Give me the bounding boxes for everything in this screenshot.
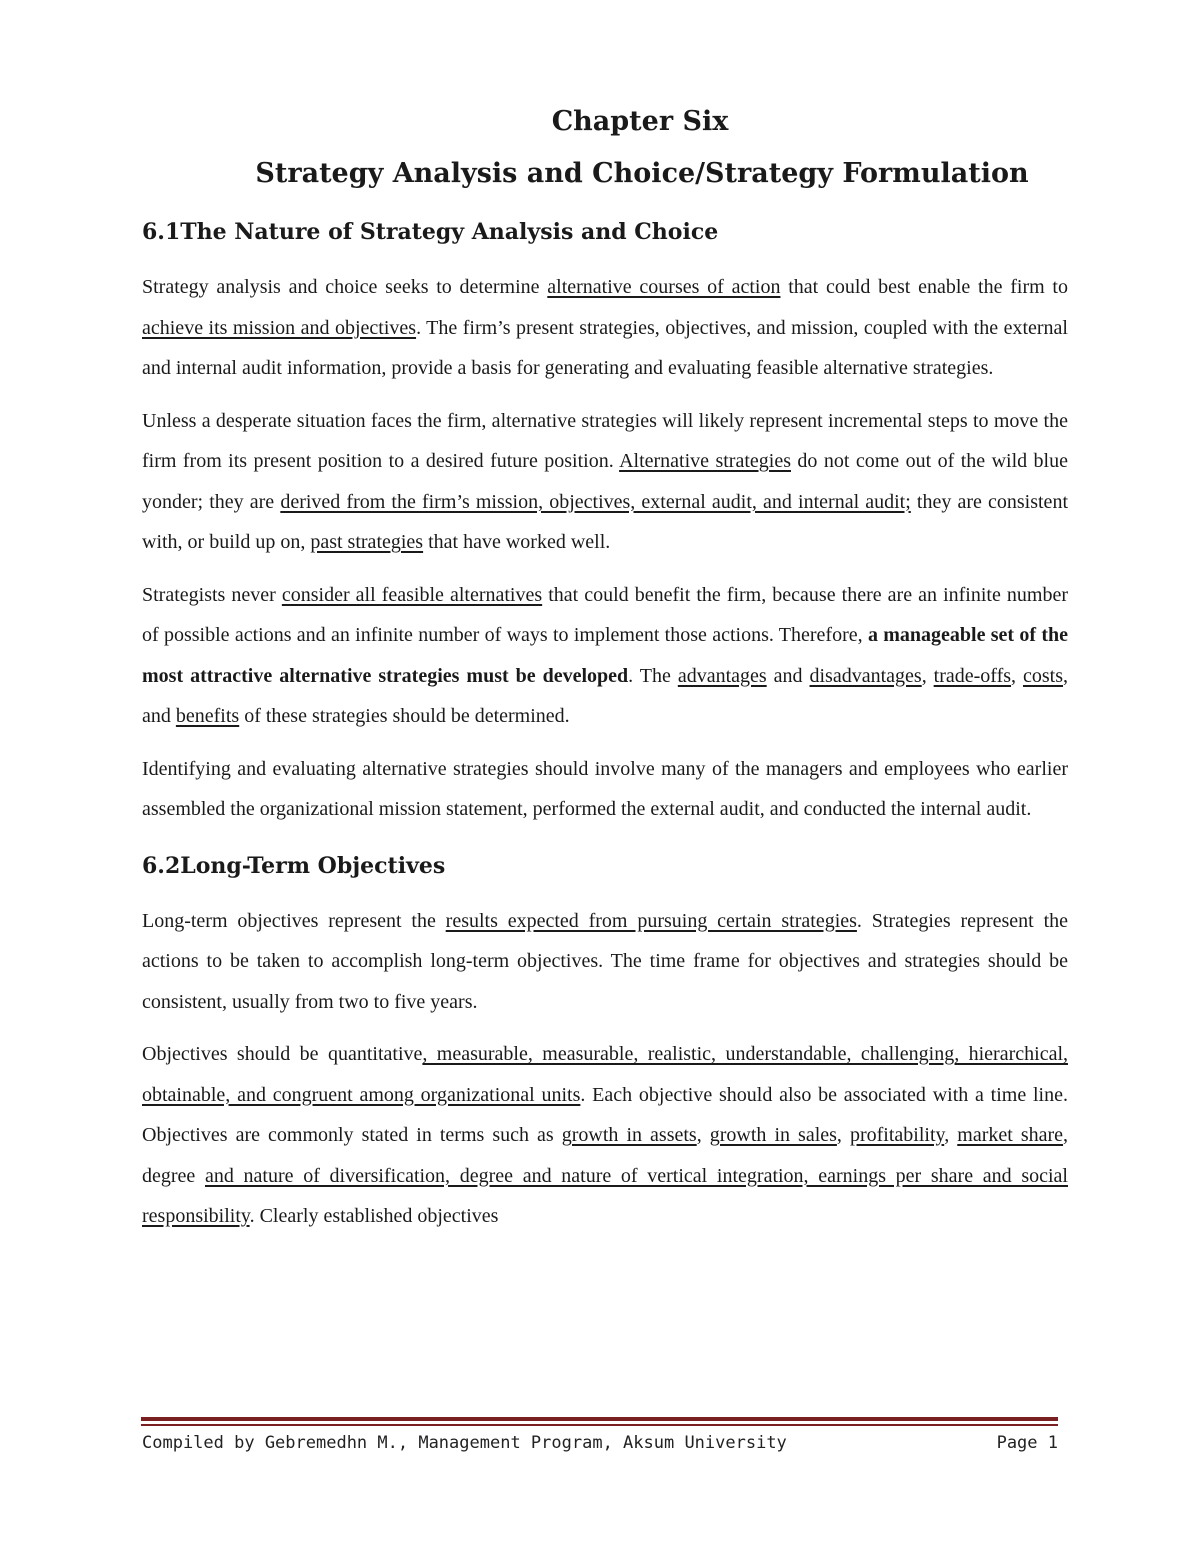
text-run: of these strategies should be determined.: [239, 705, 570, 727]
text-run: ,: [696, 1124, 710, 1146]
paragraph: [142, 267, 1068, 389]
text-run: that could benefit the firm, because there are an infinite number of possible actions and an infinite number of ways to implement those actions. Therefore,: [142, 583, 1068, 646]
footer-rule-thin: [141, 1424, 1058, 1426]
text-run: Long-term objectives represent the: [142, 909, 446, 932]
text-run: Objectives should be quantitative: [142, 1043, 423, 1065]
underlined-text: growth in sales: [709, 1124, 837, 1146]
text-run: ,: [836, 1124, 850, 1146]
text-run: ,: [944, 1124, 958, 1146]
underlined-text: benefits: [175, 705, 240, 727]
underlined-text: results expected from pursuing certain strategies: [445, 909, 857, 932]
section-heading-6-1: 6.1The Nature of Strategy Analysis and Choice: [142, 219, 719, 245]
underlined-text: and nature of diversification, degree and nature of vertical integration, earnings per share and social responsibility: [142, 1164, 1068, 1227]
footer-rule-thick: [141, 1417, 1058, 1421]
paragraph: [142, 901, 1068, 1023]
underlined-text: advantages: [677, 664, 767, 687]
underlined-text: market share: [957, 1124, 1064, 1146]
footer-credit: Compiled by Gebremedhn M., Management Program, Aksum University: [142, 1433, 787, 1453]
underlined-text: profitability: [849, 1124, 945, 1146]
underlined-text: trade-offs: [933, 664, 1012, 687]
document-body: [142, 212, 1068, 1237]
underlined-text: Alternative strategies: [619, 450, 791, 472]
text-run: they are consistent with, or build up on,: [142, 490, 1068, 553]
text-run: Strategy analysis and choice seeks to determine: [142, 276, 548, 298]
page-number: Page 1: [996, 1433, 1058, 1453]
text-run: . Strategies represent the actions to be taken to accomplish long-term objectives. The time frame for objectives and strategies should be consistent, usually from two to five years.: [142, 909, 1069, 1013]
chapter-title: Strategy Analysis and Choice/Strategy Formulation: [255, 158, 1029, 189]
paragraph: Identifying and evaluating alternative strategies should involve many of the managers and employees who earlier assembled the organizational mission statement, performed the external audit, and conducted the internal audit.: [142, 757, 1068, 820]
bold-text: a manageable set of the most attractive alternative strategies must be developed: [142, 624, 1069, 687]
text-run: that have worked well.: [423, 531, 611, 553]
underlined-text: , measurable, measurable, realistic, understandable, challenging, hierarchical, obtainable, and congruent among organizational units: [142, 1043, 1068, 1106]
text-run: Unless a desperate situation faces the firm, alternative strategies will likely represent incremental steps to move the firm from its present position to a desired future position.: [142, 409, 1068, 472]
underlined-text: consider all feasible alternatives: [281, 583, 543, 606]
underlined-text: achieve its mission and objectives: [142, 316, 417, 339]
text-run: . Each objective should also be associated with a time line. Objectives are commonly stated in terms such as: [142, 1083, 1068, 1146]
text-run: Strategists never: [142, 583, 282, 606]
text-run: . Clearly established objectives: [249, 1205, 499, 1227]
text-run: , and: [142, 664, 1068, 727]
text-run: , degree: [142, 1124, 1069, 1187]
text-run: and: [766, 664, 810, 687]
paragraph: [142, 401, 1068, 563]
page-footer: [142, 1433, 1058, 1453]
text-run: do not come out of the wild blue yonder; they are: [142, 450, 1068, 513]
text-run: . The firm’s present strategies, objectives, and mission, coupled with the external and internal audit information, provide a basis for generating and evaluating feasible alternative strategies.: [142, 316, 1068, 379]
underlined-text: alternative courses of action: [547, 276, 781, 298]
underlined-text: costs: [1023, 664, 1063, 687]
text-run: ,: [921, 664, 934, 687]
paragraph: [142, 1034, 1068, 1237]
underlined-text: derived from the firm’s mission, objectives, external audit, and internal audit;: [280, 490, 911, 513]
chapter-heading: Chapter Six: [551, 106, 729, 137]
text-run: that could best enable the firm to: [780, 276, 1068, 298]
paragraph: [142, 575, 1068, 737]
section-heading-6-2: 6.2Long-Term Objectives: [142, 852, 446, 879]
text-run: . The: [628, 664, 678, 687]
underlined-text: disadvantages: [809, 664, 922, 687]
underlined-text: growth in assets: [561, 1124, 697, 1146]
text-run: ,: [1011, 664, 1023, 687]
underlined-text: past strategies: [310, 531, 424, 553]
